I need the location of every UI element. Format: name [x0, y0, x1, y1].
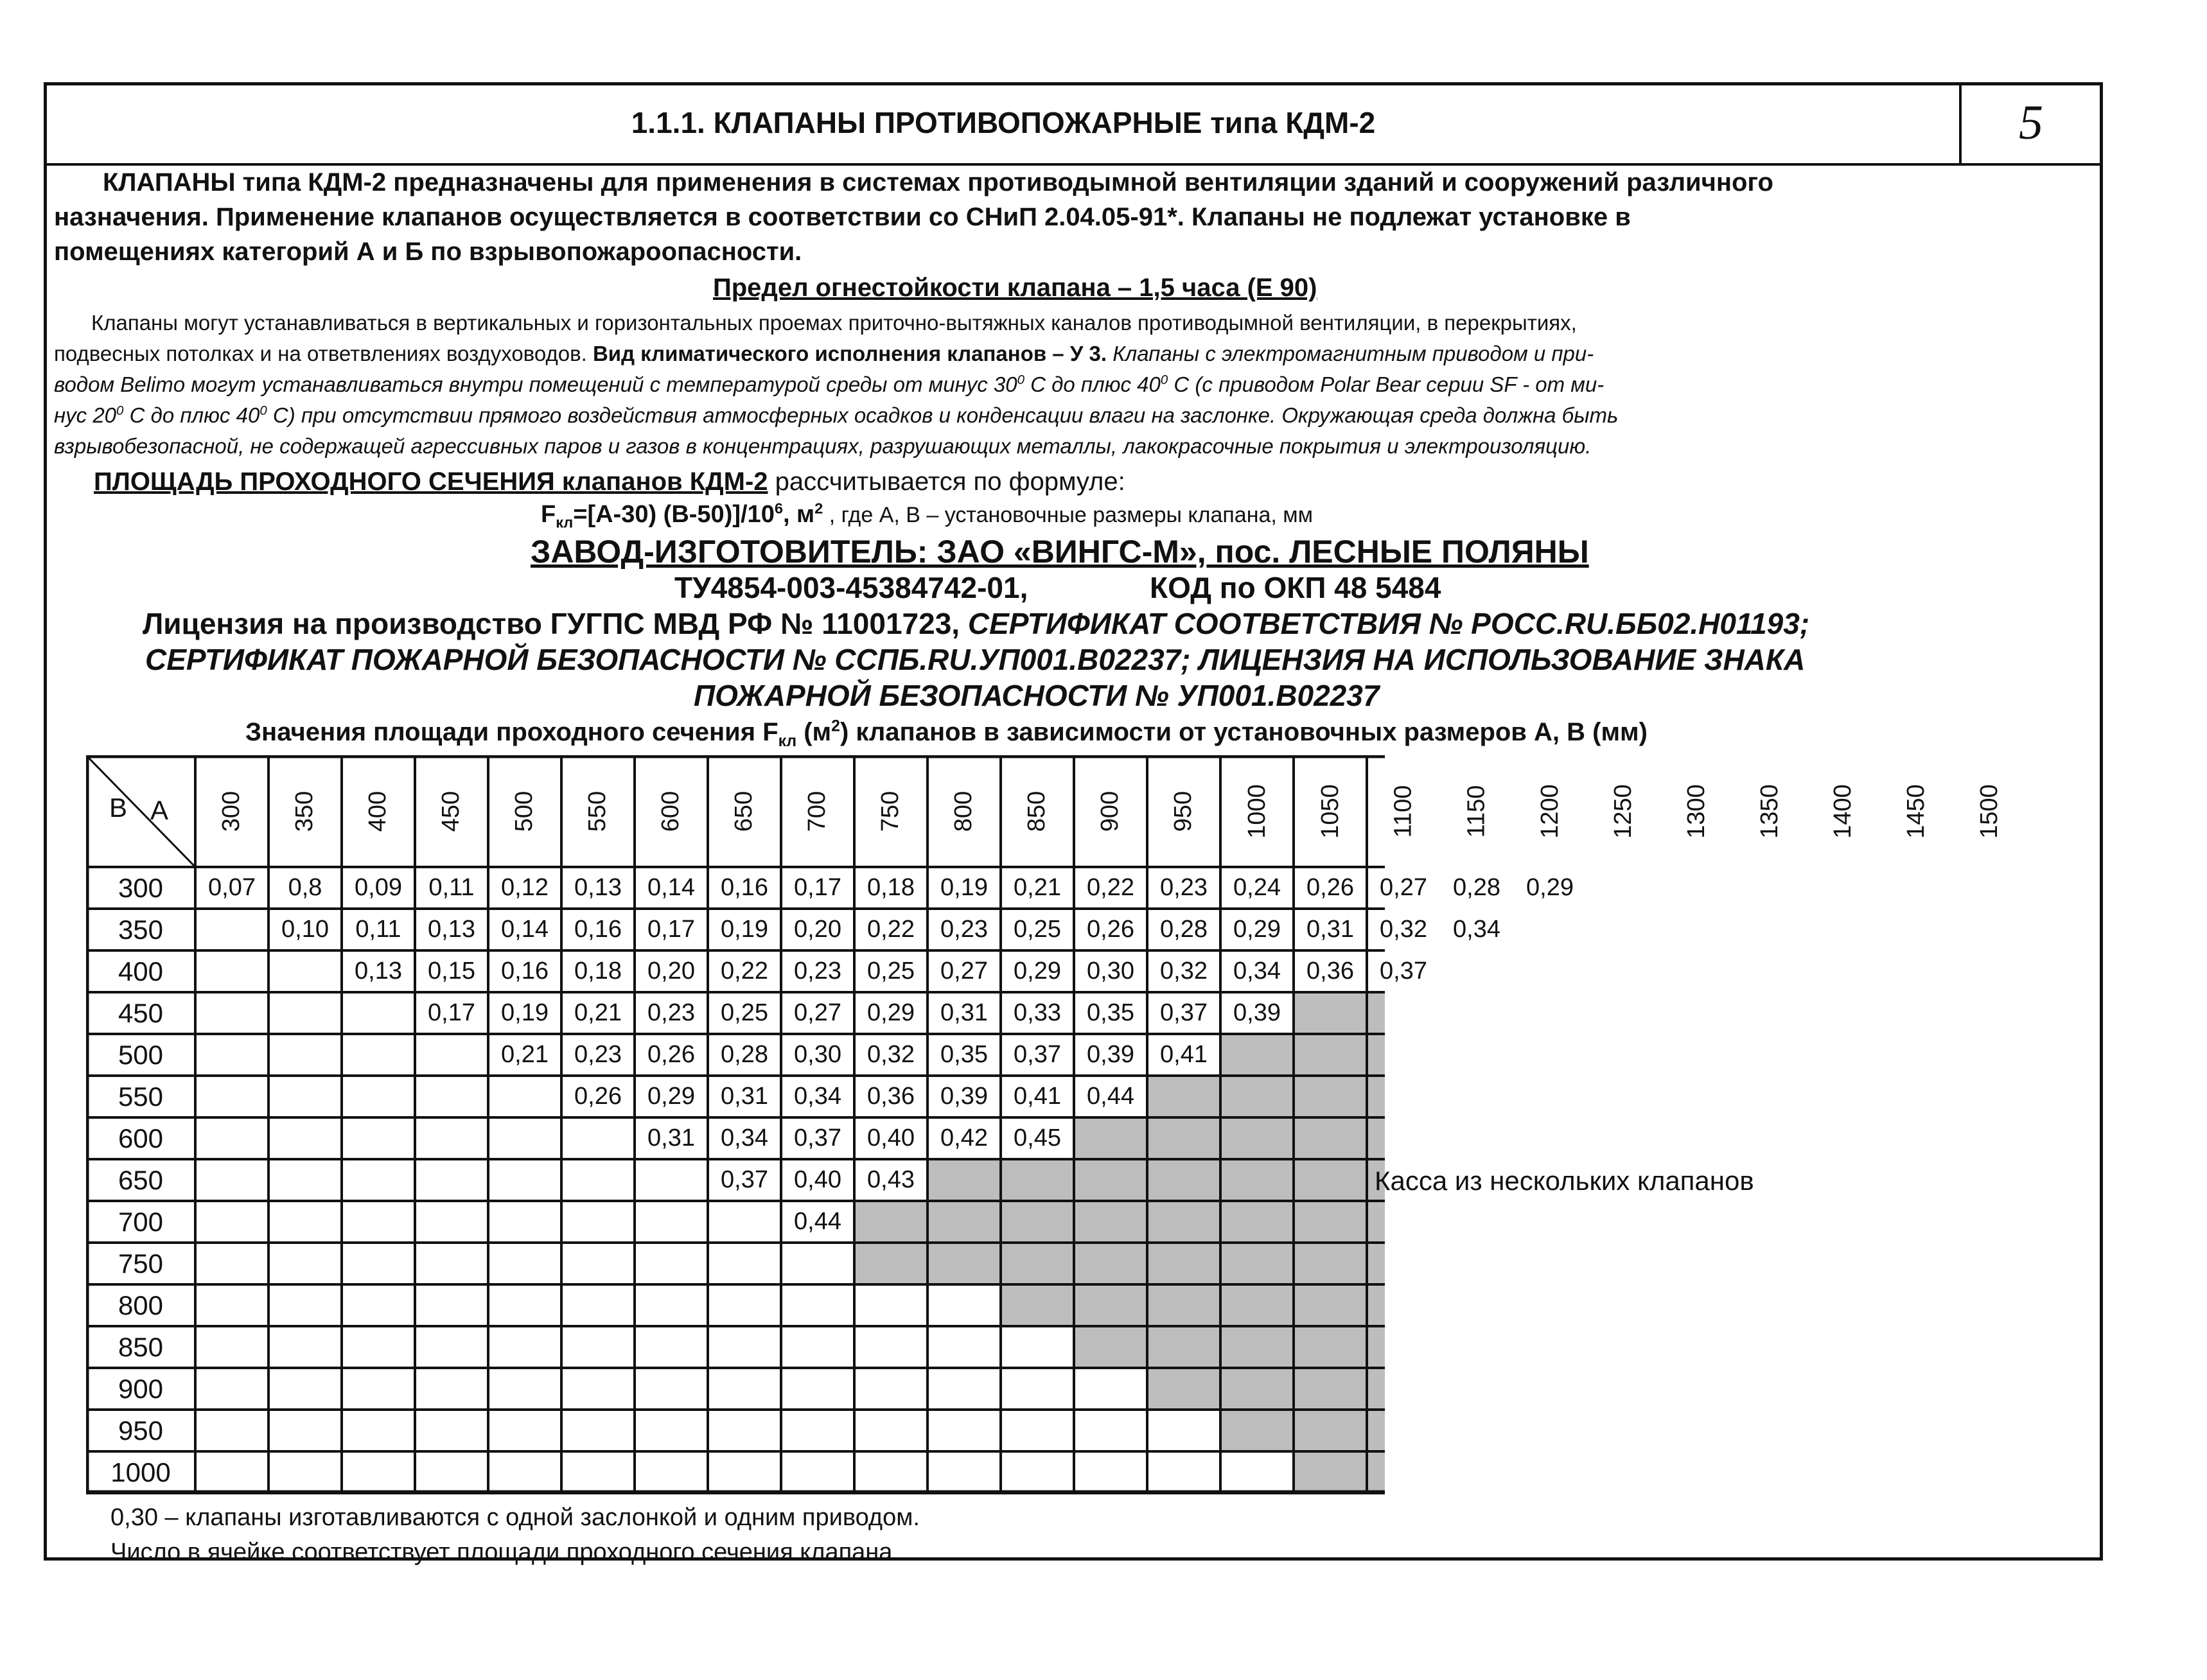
column-header-label: 1350: [1755, 783, 1783, 839]
table-cell: 0,26: [574, 1083, 622, 1110]
column-header-label: 1150: [1463, 785, 1490, 837]
column-header: [1001, 755, 1074, 867]
intro-line-3: помещениях категорий А и Б по взрывопожароопасности.: [54, 238, 802, 266]
header-divider: [44, 163, 2103, 166]
table-cell: 0,23: [574, 1041, 622, 1068]
table-cell: 0,29: [647, 1083, 695, 1110]
table-cell: 0,41: [1014, 1083, 1061, 1110]
shaded-cassette-region: [1147, 1368, 1385, 1410]
table-cell: 0,17: [794, 874, 841, 901]
table-cell: 0,40: [794, 1166, 841, 1193]
shaded-cassette-region: [928, 1159, 1385, 1201]
row-label: 650: [118, 1165, 164, 1195]
table-cell: 0,17: [428, 999, 475, 1026]
table-cell: 0,37: [1380, 958, 1427, 984]
install-line-3: водом Belimo могут устанавливаться внутри помещений с температурой среды от минус $30^0$ С до плюс $40^0$ С (с приводом Polar Bear серии SF - от ми-: [54, 372, 1605, 396]
table-cell: 0,20: [794, 916, 841, 943]
table-cell: 0,36: [1306, 958, 1354, 984]
table-cell: 0,15: [428, 958, 475, 984]
column-header-label: 1300: [1682, 783, 1710, 839]
column-header-label: 700: [804, 791, 831, 832]
column-header: [854, 755, 928, 867]
column-header: [195, 755, 268, 867]
table-cell: 0,23: [794, 958, 841, 984]
table-cell: 0,29: [1526, 874, 1574, 901]
table-cell: 0,12: [501, 874, 549, 901]
table-cell: 0,21: [574, 999, 622, 1026]
column-header: [415, 755, 488, 867]
table-cell: 0,35: [1087, 999, 1134, 1026]
shaded-cassette-region: [854, 1243, 1385, 1284]
table-cell: 0,32: [1160, 958, 1208, 984]
table-cell: 0,31: [1306, 916, 1354, 943]
column-header: [268, 755, 342, 867]
table-cell: 0,39: [1087, 1041, 1134, 1068]
table-cell: 0,21: [501, 1041, 549, 1068]
table-cell: 0,18: [574, 958, 622, 984]
corner-label-a: А: [150, 795, 169, 825]
column-header: [1733, 755, 1806, 867]
manufacturer: ЗАВОД-ИЗГОТОВИТЕЛЬ: ЗАО «ВИНГС-М», пос. ЛЕСНЫЕ ПОЛЯНЫ: [531, 534, 1589, 570]
column-header-label: 1000: [1243, 783, 1271, 839]
table-cell: 0,37: [1014, 1041, 1061, 1068]
table-cell: 0,32: [867, 1041, 915, 1068]
shaded-cassette-region: [1294, 992, 1385, 1034]
table-cell: 0,13: [355, 958, 402, 984]
column-header: [1220, 755, 1294, 867]
table-cell: 0,19: [501, 999, 549, 1026]
row-label: 350: [118, 914, 164, 945]
table-cell: 0,31: [940, 999, 988, 1026]
table-cell: 0,32: [1380, 916, 1427, 943]
install-line-1: Клапаны могут устанавливаться в вертикальных и горизонтальных проемах приточно-вытяжных каналов противодымной вентиляции, в перекрытиях,: [91, 311, 1577, 335]
table-cell: 0,30: [1087, 958, 1134, 984]
table-cell: 0,11: [355, 916, 401, 943]
table-cell: 0,23: [940, 916, 988, 943]
column-header: [635, 755, 708, 867]
column-header-label: 1400: [1829, 783, 1856, 839]
table-cell: 0,36: [867, 1083, 915, 1110]
table-cell: 0,37: [794, 1124, 841, 1151]
table-cell: 0,22: [721, 958, 768, 984]
table-cell: 0,44: [794, 1208, 841, 1235]
table-cell: 0,26: [1306, 874, 1354, 901]
table-cell: 0,26: [1087, 916, 1134, 943]
table-cell: 0,16: [721, 874, 768, 901]
table-cell: 0,19: [721, 916, 768, 943]
table-cell: 0,10: [281, 916, 329, 943]
table-cell: 0,26: [647, 1041, 695, 1068]
page-number: 5: [2019, 96, 2043, 150]
column-header-label: 600: [657, 791, 685, 832]
table-cell: 0,18: [867, 874, 915, 901]
license-line-1: Лицензия на производство ГУГПС МВД РФ № 11001723, СЕРТИФИКАТ СООТВЕТСТВИЯ № РОСС.RU.ББ02.Н01193;: [143, 607, 1810, 640]
table-cell: 0,30: [794, 1041, 841, 1068]
row-label: 550: [118, 1081, 164, 1112]
table-cell: 0,29: [1233, 916, 1281, 943]
page-title: 1.1.1. КЛАПАНЫ ПРОТИВОПОЖАРНЫЕ типа КДМ-2: [631, 106, 1376, 139]
table-cell: 0,23: [1160, 874, 1208, 901]
table-cell: 0,34: [721, 1124, 768, 1151]
corner-label-b: В: [109, 792, 128, 823]
row-label: 1000: [110, 1457, 171, 1487]
row-label: 900: [118, 1374, 164, 1404]
table-cell: 0,27: [794, 999, 841, 1026]
table-cell: 0,17: [647, 916, 695, 943]
table-cell: 0,42: [940, 1124, 988, 1151]
table-cell: 0,41: [1160, 1041, 1208, 1068]
column-header: [1440, 755, 1513, 867]
table-cell: 0,28: [1453, 874, 1500, 901]
table-cell: 0,29: [867, 999, 915, 1026]
column-header: [1806, 755, 1879, 867]
table-cell: 0,45: [1014, 1124, 1061, 1151]
table-cell: 0,40: [867, 1124, 915, 1151]
note-1: 0,30 – клапаны изготавливаются с одной заслонкой и одним приводом.: [110, 1504, 920, 1531]
column-header-label: 900: [1096, 791, 1124, 832]
column-header: [1147, 755, 1220, 867]
column-header-label: 500: [511, 791, 538, 832]
column-header: [708, 755, 781, 867]
table-cell: 0,39: [1233, 999, 1281, 1026]
table-cell: 0,34: [794, 1083, 841, 1110]
table-cell: 0,23: [647, 999, 695, 1026]
column-header: [1367, 755, 1440, 867]
column-header: [342, 755, 415, 867]
column-header-label: 800: [950, 791, 978, 832]
shaded-cassette-region: [1220, 1034, 1385, 1076]
column-header: [1879, 755, 1953, 867]
table-cell: 0,11: [428, 874, 475, 901]
column-header-label: 1200: [1536, 783, 1563, 839]
table-cell: 0,28: [721, 1041, 768, 1068]
column-header: [781, 755, 854, 867]
column-header-label: 750: [877, 791, 904, 832]
table-cell: 0,16: [501, 958, 549, 984]
column-header-label: 550: [584, 791, 611, 832]
intro-line-2: назначения. Применение клапанов осуществляется в соответствии со СНиП 2.04.05-91*. Клапаны не подлежат установке в: [54, 203, 1631, 231]
license-line-3: ПОЖАРНОЙ БЕЗОПАСНОСТИ № УП001.В02237: [694, 679, 1380, 712]
column-header-label: 450: [437, 791, 465, 832]
column-header: [1587, 755, 1660, 867]
shaded-cassette-region: [1294, 1451, 1385, 1493]
table-cell: 0,35: [940, 1041, 988, 1068]
column-header: [561, 755, 635, 867]
column-header-label: 300: [218, 791, 245, 832]
column-header-label: 350: [291, 791, 319, 832]
intro-line-1: КЛАПАНЫ типа КДМ-2 предназначены для применения в системах противодымной вентиляции зданий и сооружений различного: [103, 168, 1773, 197]
table-cell: 0,25: [867, 958, 915, 984]
table-cell: 0,16: [574, 916, 622, 943]
shaded-cassette-region: [1074, 1326, 1385, 1368]
table-cell: 0,28: [1160, 916, 1208, 943]
table-cell: 0,09: [355, 874, 402, 901]
column-header-label: 1050: [1316, 783, 1344, 839]
table-cell: 0,27: [940, 958, 988, 984]
table-cell: 0,33: [1014, 999, 1061, 1026]
row-label: 950: [118, 1415, 164, 1446]
table-cell: 0,27: [1380, 874, 1427, 901]
column-header-label: 1100: [1389, 785, 1417, 837]
column-header: [1953, 755, 2026, 867]
table-cell: 0,39: [940, 1083, 988, 1110]
table-cell: 0,24: [1233, 874, 1281, 901]
cassette-label: Касса из нескольких клапанов: [1375, 1166, 1754, 1196]
column-header: [1294, 755, 1367, 867]
install-line-2: подвесных потолках и на ответвлениях воздуховодов. Вид климатического исполнения клапанов – У 3. Клапаны с электромагнитным приводом и при-: [54, 342, 1594, 365]
tu-number: ТУ4854-003-45384742-01,: [674, 571, 1028, 604]
area-formula: $F_{кл}=[А-30)$ $(В-50)]/10^6$, $м^2$ , где А, В – установочные размеры клапана, мм: [541, 500, 1314, 531]
shaded-cassette-region: [854, 1201, 1385, 1243]
note-2: Число в ячейке соответствует площади проходного сечения клапана.: [110, 1539, 899, 1566]
table-cell: 0,20: [647, 958, 695, 984]
row-label: 600: [118, 1123, 164, 1153]
column-header-label: 1450: [1902, 783, 1930, 839]
table-cell: 0,37: [721, 1166, 768, 1193]
column-header-label: 950: [1170, 791, 1197, 832]
shaded-cassette-region: [1001, 1284, 1385, 1326]
table-cell: 0,37: [1160, 999, 1208, 1026]
column-header-label: 850: [1023, 791, 1051, 832]
okp-code: КОД по ОКП 48 5484: [1150, 571, 1441, 604]
table-caption: Значения площади проходного сечения $F_{кл}$ $(м^2)$ клапанов в зависимости от установочных размеров А, В (мм): [245, 717, 1648, 750]
column-header: [1513, 755, 1587, 867]
column-header-label: 400: [364, 791, 392, 832]
column-header-label: 650: [730, 791, 758, 832]
table-cell: 0,31: [647, 1124, 695, 1151]
column-header: [1660, 755, 1733, 867]
table-cell: 0,34: [1233, 958, 1281, 984]
row-label: 450: [118, 998, 164, 1028]
column-header-label: 1500: [1975, 783, 2003, 839]
row-label: 800: [118, 1290, 164, 1320]
table-cell: 0,13: [574, 874, 622, 901]
shaded-cassette-region: [1220, 1410, 1385, 1451]
table-cell: 0,29: [1014, 958, 1061, 984]
license-line-2: СЕРТИФИКАТ ПОЖАРНОЙ БЕЗОПАСНОСТИ № ССПБ.RU.УП001.В02237; ЛИЦЕНЗИЯ НА ИСПОЛЬЗОВАНИЕ ЗНАКА: [145, 643, 1806, 676]
table-cell: 0,07: [208, 874, 256, 901]
column-header: [488, 755, 561, 867]
shaded-cassette-region: [1147, 1076, 1385, 1117]
fire-resistance-limit: Предел огнестойкости клапана – 1,5 часа (Е 90): [713, 274, 1317, 302]
row-label: 500: [118, 1040, 164, 1070]
table-cell: 0,19: [940, 874, 988, 901]
column-header-label: 1250: [1609, 783, 1637, 839]
row-label: 750: [118, 1248, 164, 1279]
table-cell: 0,14: [501, 916, 549, 943]
row-label: 850: [118, 1332, 164, 1362]
row-label: 300: [118, 873, 164, 903]
table-cell: 0,34: [1453, 916, 1500, 943]
table-cell: 0,31: [721, 1083, 768, 1110]
table-cell: 0,22: [867, 916, 915, 943]
table-cell: 0,8: [288, 874, 322, 901]
corner-diagonal: [86, 755, 195, 867]
install-line-4: нус $20^0$ С до плюс $40^0$ С) при отсутствии прямого воздействия атмосферных осадков и конденсации влаги на заслонке. Окружающая среда должна быть: [54, 403, 1619, 427]
table-cell: 0,13: [428, 916, 475, 943]
table-cell: 0,14: [647, 874, 695, 901]
column-header: [928, 755, 1001, 867]
area-heading: ПЛОЩАДЬ ПРОХОДНОГО СЕЧЕНИЯ клапанов КДМ-2 рассчитывается по формуле:: [94, 468, 1125, 496]
table-cell: 0,25: [721, 999, 768, 1026]
table-cell: 0,21: [1014, 874, 1061, 901]
shaded-cassette-region: [1074, 1117, 1385, 1159]
table-cell: 0,22: [1087, 874, 1134, 901]
column-header: [1074, 755, 1147, 867]
table-cell: 0,43: [867, 1166, 915, 1193]
row-label: 700: [118, 1207, 164, 1237]
table-cell: 0,44: [1087, 1083, 1134, 1110]
row-label: 400: [118, 956, 164, 986]
install-line-5: взрывобезопасной, не содержащей агрессивных паров и газов в концентрациях, разрушающих металлы, лакокрасочные покрытия и электроизоляцию.: [54, 434, 1592, 458]
table-cell: 0,25: [1014, 916, 1061, 943]
